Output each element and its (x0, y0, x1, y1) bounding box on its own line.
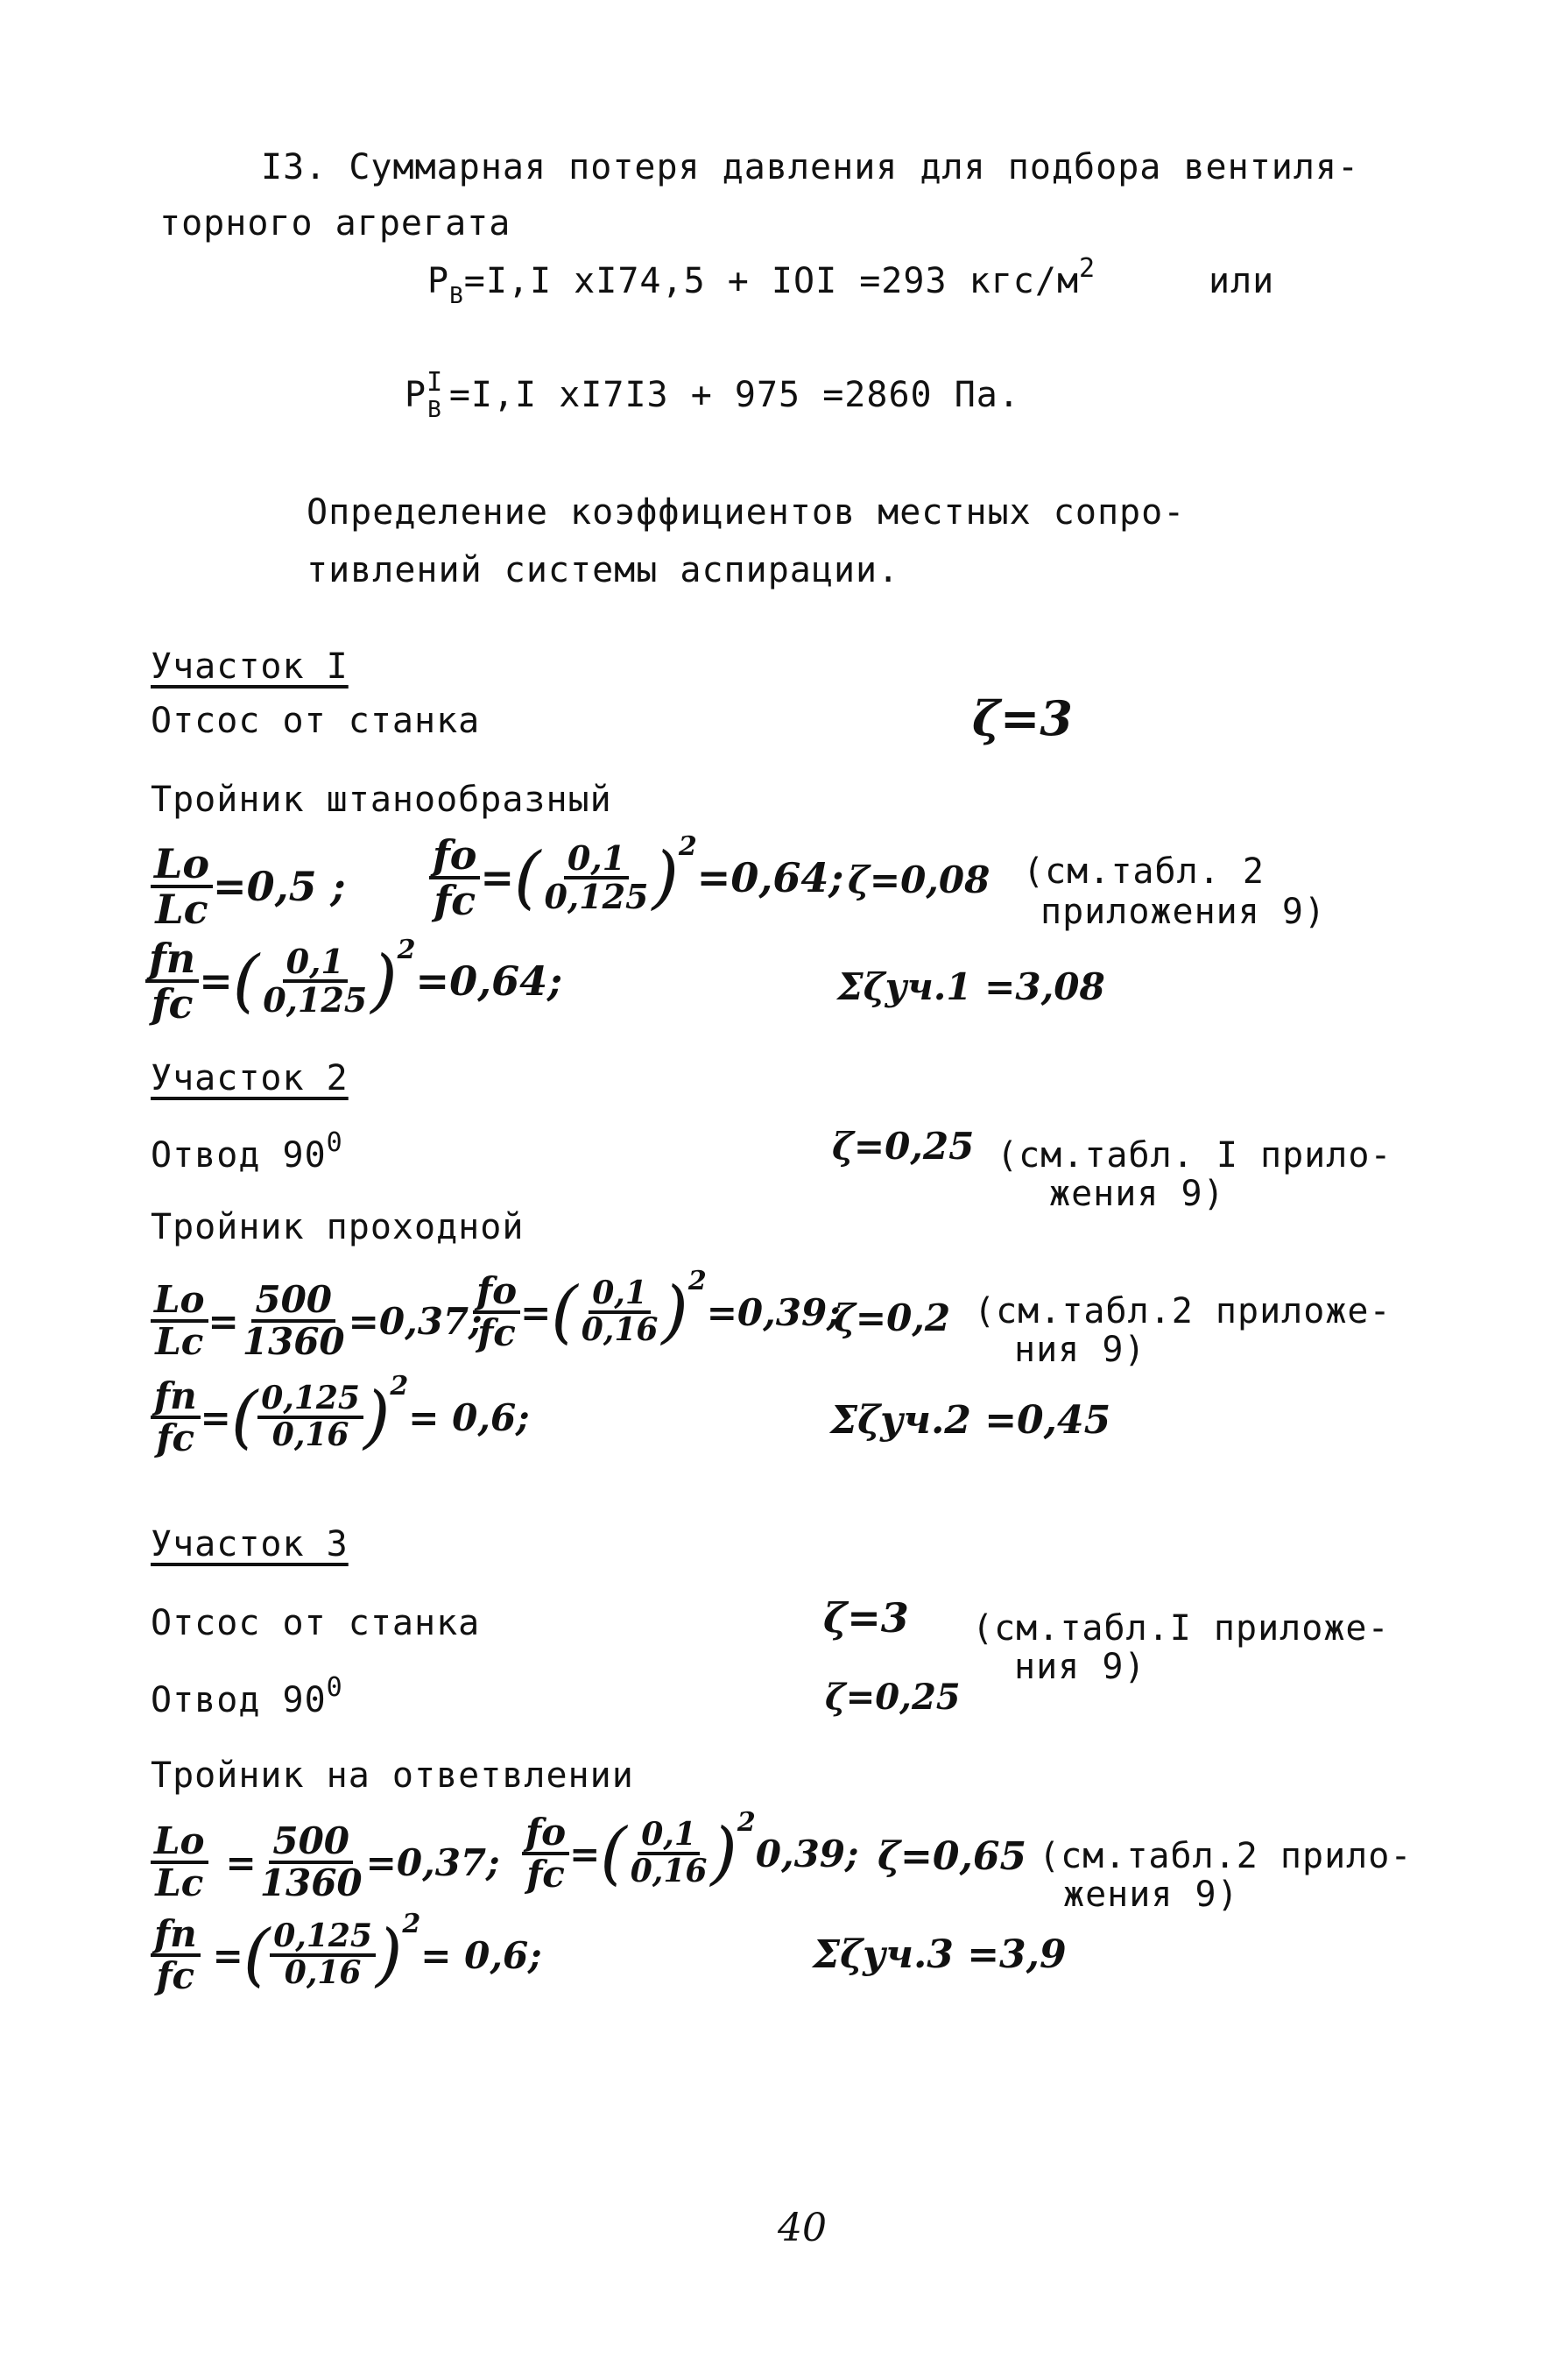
section2-item1-label: Отвод $90^0$ (151, 1127, 343, 1176)
section3-title: Участок 3 (151, 1524, 349, 1564)
section3-item3-label: Тройник на ответвлении (151, 1755, 634, 1796)
section3-formula-fn: $\frac{fп}{fc}$ = ( $\frac{0,125}{0,16}$ ) 2 = 0,6; (151, 1915, 542, 1995)
pv2-formula: $P^I_В =I,I$ xI7I3 + 975 =2860 Па. (405, 367, 1020, 423)
section3-item1-label: Отсос от станка (151, 1603, 481, 1643)
section2-item1-zeta: ζ=0,25 (832, 1125, 975, 1168)
section2-ref-line2: ния 9) (1014, 1330, 1146, 1370)
page-number: 40 (778, 2206, 827, 2250)
section1-ref-line1: (см.табл. 2 (1023, 851, 1265, 892)
section1-sum: Σζуч.1 =3,08 (837, 965, 1105, 1008)
item13-line1: I3. Суммарная потеря давления для подбора вентиля- (261, 147, 1360, 187)
section3-formula-fo: $\frac{fo}{fc}$ = ( $\frac{0,1}{0,16}$ ) 2 0,39; (522, 1813, 859, 1894)
section3-formula-lo: $\frac{Lo}{Lc}$ = $\frac{500}{1360}$ =0,37; (151, 1822, 500, 1903)
section2-formula-fn: $\frac{fп}{fc}$ = ( $\frac{0,125}{0,16}$ ) 2 = 0,6; (151, 1377, 530, 1458)
frac-lo-lc: $\frac{Lo}{Lc}$ (151, 843, 213, 931)
section3-item1-zeta: ζ=3 (823, 1594, 909, 1642)
section2-item2-label: Тройник проходной (151, 1207, 525, 1247)
section2-title: Участок 2 (151, 1058, 349, 1098)
pv-formula: $P_В=I,I$ xI74,5 + IOI =293 кгс/$м^2$ (427, 253, 1096, 309)
section3-sum: Σζуч.3 =3,9 (813, 1932, 1067, 1977)
section1-item1-zeta: ζ=3 (972, 690, 1073, 746)
section2-formula-fo: $\frac{fo}{fc}$ = ( $\frac{0,1}{0,16}$ ) 2 =0,39; (473, 1272, 841, 1352)
section3-item2-label: Отвод $90^0$ (151, 1672, 343, 1720)
section2-ref-line1: (см.табл.2 приложе- (974, 1291, 1392, 1331)
section1-zeta2: ζ=0,08 (848, 858, 991, 901)
section1-title: Участок I (151, 646, 349, 687)
section2-item1-ref-line1: (см.табл. I прило- (997, 1135, 1392, 1176)
heading-line1: Определение коэффициентов местных сопро- (307, 492, 1186, 533)
pv-or: или (1209, 261, 1275, 301)
section1-formula-fn: $\frac{fп}{fc}$ = ( $\frac{0,1}{0,125}$ ) 2 =0,64; (145, 937, 562, 1026)
section1-item1-label: Отсос от станка (151, 701, 481, 741)
section1-formula-row1: $\frac{Lo}{Lc}$ =0,5 ; (151, 843, 346, 931)
section2-zeta2: ζ=0,2 (834, 1296, 951, 1339)
section3-ref1-line1: (см.табл.I приложе- (972, 1608, 1390, 1649)
section3-ref3-line1: (см.табл.2 прило- (1039, 1836, 1413, 1876)
section3-item2-zeta: ζ=0,25 (825, 1677, 961, 1718)
heading-line2: тивлений системы аспирации. (307, 550, 900, 590)
item13-line2: торного агрегата (159, 203, 511, 244)
section2-item1-ref-line2: жения 9) (1049, 1174, 1225, 1214)
section3-zeta3: ζ=0,65 (878, 1834, 1027, 1879)
section3-ref3-line2: жения 9) (1063, 1875, 1239, 1915)
section1-ref-line2: приложения 9) (1040, 892, 1327, 932)
section3-ref1-line2: ния 9) (1014, 1647, 1146, 1687)
section1-item2-label: Тройник штанообразный (151, 780, 612, 820)
section2-formula-lo: $\frac{Lo}{Lc}$ = $\frac{500}{1360}$ =0,37; (151, 1281, 483, 1361)
section1-formula-fo: $\frac{fo}{fc}$ = ( $\frac{0,1}{0,125}$ ) 2 =0,64; (429, 834, 843, 922)
section2-sum: Σζуч.2 =0,45 (830, 1398, 1111, 1443)
